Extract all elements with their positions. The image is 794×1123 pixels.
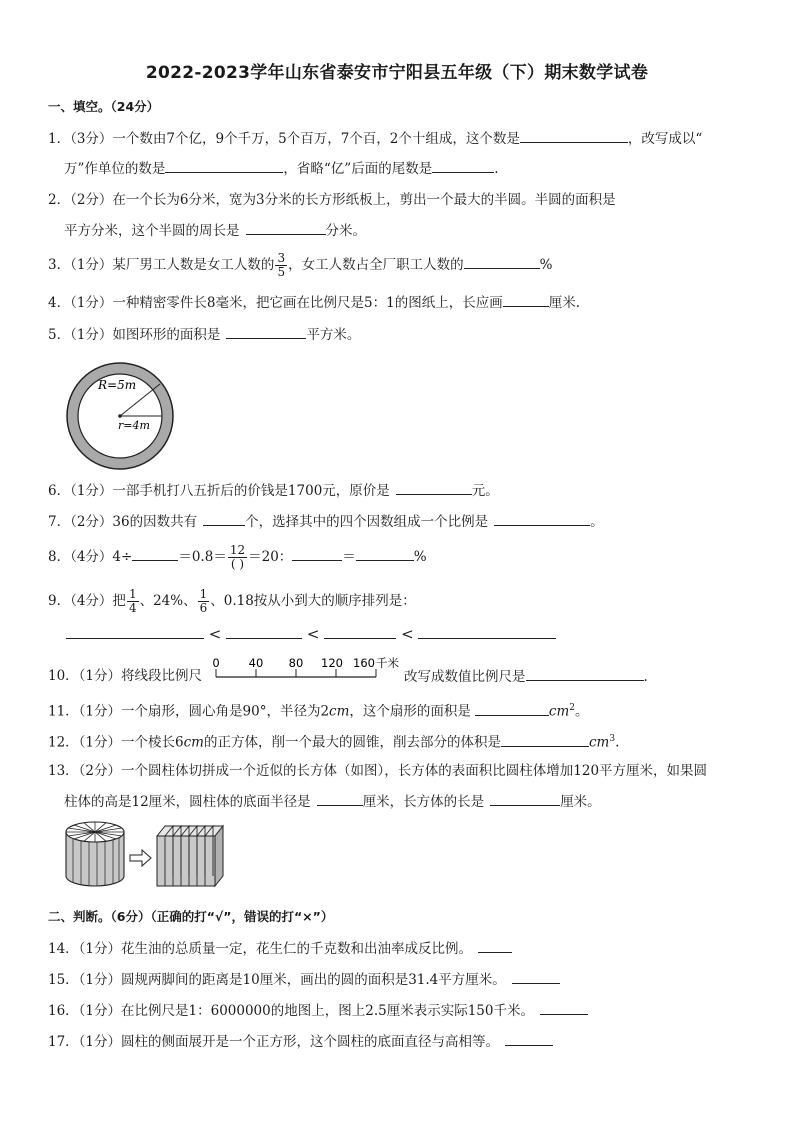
answer-blank[interactable] [494,511,590,526]
question-3: 3．（1分）某厂男工人数是女工人数的 $\frac{3}{5}$ ，女工人数占全厂职工人数的 % [48,251,553,279]
answer-blank[interactable] [203,511,245,526]
page-title: 2022-2023学年山东省泰安市宁阳县五年级（下）期末数学试卷 [145,63,649,83]
question-9: 9．（4分）把 $\frac{1}{4}$ 、24%、 $\frac{1}{6}$ 、0.18按从小到大的顺序排列是： [48,587,416,615]
answer-blank[interactable] [475,701,549,716]
outer-radius-label: R=5m [98,378,137,392]
question-4: 4．（1分）一种精密零件长8毫米，把它画在比例尺是5：1的图纸上，长应画 厘米. [48,292,580,313]
answer-blank[interactable] [478,938,512,953]
inner-radius-label: r=4m [118,419,150,432]
answer-blank[interactable] [396,480,472,495]
question-7: 7．（2分）36的因数共有 个，选择其中的四个因数组成一个比例是 。 [48,511,604,532]
answer-blank[interactable] [356,546,414,561]
question-13-cont: 柱体的高是12厘米，圆柱体的底面半径是 厘米，长方体的长是 厘米。 [64,791,601,812]
answer-blank[interactable] [505,1031,553,1046]
answer-blank[interactable] [66,624,204,639]
answer-blank[interactable] [501,732,589,747]
answer-blank[interactable] [464,254,540,269]
ordering-answer-row: < < < [66,624,556,644]
answer-blank[interactable] [520,128,628,143]
answer-blank[interactable] [540,1000,588,1015]
answer-blank[interactable] [317,791,363,806]
scale-tick-label: 80 [288,656,304,670]
question-12: 12．（1分）一个棱长6cm的正方体，削一个最大的圆锥，削去部分的体积是 $cm^3$. [48,729,619,753]
answer-blank[interactable] [418,624,556,639]
answer-blank[interactable] [132,546,178,561]
answer-blank[interactable] [432,158,494,173]
question-1: 1．（3分）一个数由7个亿，9个千万，5个百万，7个百，2个十组成，这个数是 ，改写成以“ [48,128,702,149]
question-1-cont: 万”作单位的数是 ，省略“亿”后面的尾数是 . [64,158,499,179]
answer-blank[interactable] [226,624,302,639]
answer-blank[interactable] [526,666,644,681]
section-heading-true-false: 二、判断。（6分）（正确的打“√”，错误的打“×”） [48,909,334,924]
scale-tick-label: 40 [248,656,264,670]
scale-tick-label: 0 [212,656,220,670]
fraction: $\frac{12}{( )}$ [229,543,246,571]
fraction: $\frac{1}{6}$ [199,587,208,615]
question-10-label: 10．（1分）将线段比例尺 [48,668,203,684]
answer-blank[interactable] [246,220,326,235]
answer-blank[interactable] [490,791,560,806]
question-17: 17．（1分）圆柱的侧面展开是一个正方形，这个圆柱的底面直径与高相等。 [48,1031,553,1052]
answer-blank[interactable] [512,969,560,984]
cylinder-to-cuboid-figure [62,818,232,892]
question-2: 2．（2分）在一个长为6分米，宽为3分米的长方形纸板上，剪出一个最大的半圆。半圆的面积是 [48,192,616,208]
question-14: 14．（1分）花生油的总质量一定，花生仁的千克数和出油率成反比例。 [48,938,512,959]
answer-blank[interactable] [503,292,549,307]
question-15: 15．（1分）圆规两脚间的距离是10厘米，画出的圆的面积是31.4平方厘米。 [48,969,560,990]
annulus-figure [62,358,180,476]
answer-blank[interactable] [324,624,396,639]
line-scale-figure [208,655,406,691]
question-11: 11．（1分）一个扇形，圆心角是90°，半径为2cm，这个扇形的面积是 $cm^2$。 [48,698,589,722]
question-6: 6．（1分）一部手机打八五折后的价钱是1700元，原价是 元。 [48,480,499,501]
scale-unit-label: 千米 [376,656,399,670]
scale-tick-label: 160 [353,656,375,670]
answer-blank[interactable] [226,324,306,339]
question-2-cont: 平方分米，这个半圆的周长是 分米。 [64,220,366,241]
question-5: 5．（1分）如图环形的面积是 平方米。 [48,324,360,345]
answer-blank[interactable] [165,158,283,173]
fraction: $\frac{3}{5}$ [277,251,286,279]
question-13: 13．（2分）一个圆柱体切拼成一个近似的长方体（如图），长方体的表面积比圆柱体增加120平方厘米，如果圆 [48,763,708,779]
section-heading-fill-blank: 一、填空。（24分） [48,99,160,114]
question-16: 16．（1分）在比例尺是1：6000000的地图上，图上2.5厘米表示实际150千米。 [48,1000,588,1021]
fraction: $\frac{1}{4}$ [128,587,137,615]
question-10-rest: 改写成数值比例尺是 . [404,666,648,687]
question-8: 8．（4分）4÷ ＝0.8＝ $\frac{12}{( )}$ ＝20： ＝ % [48,543,427,571]
answer-blank[interactable] [292,546,342,561]
scale-tick-label: 120 [321,656,343,670]
